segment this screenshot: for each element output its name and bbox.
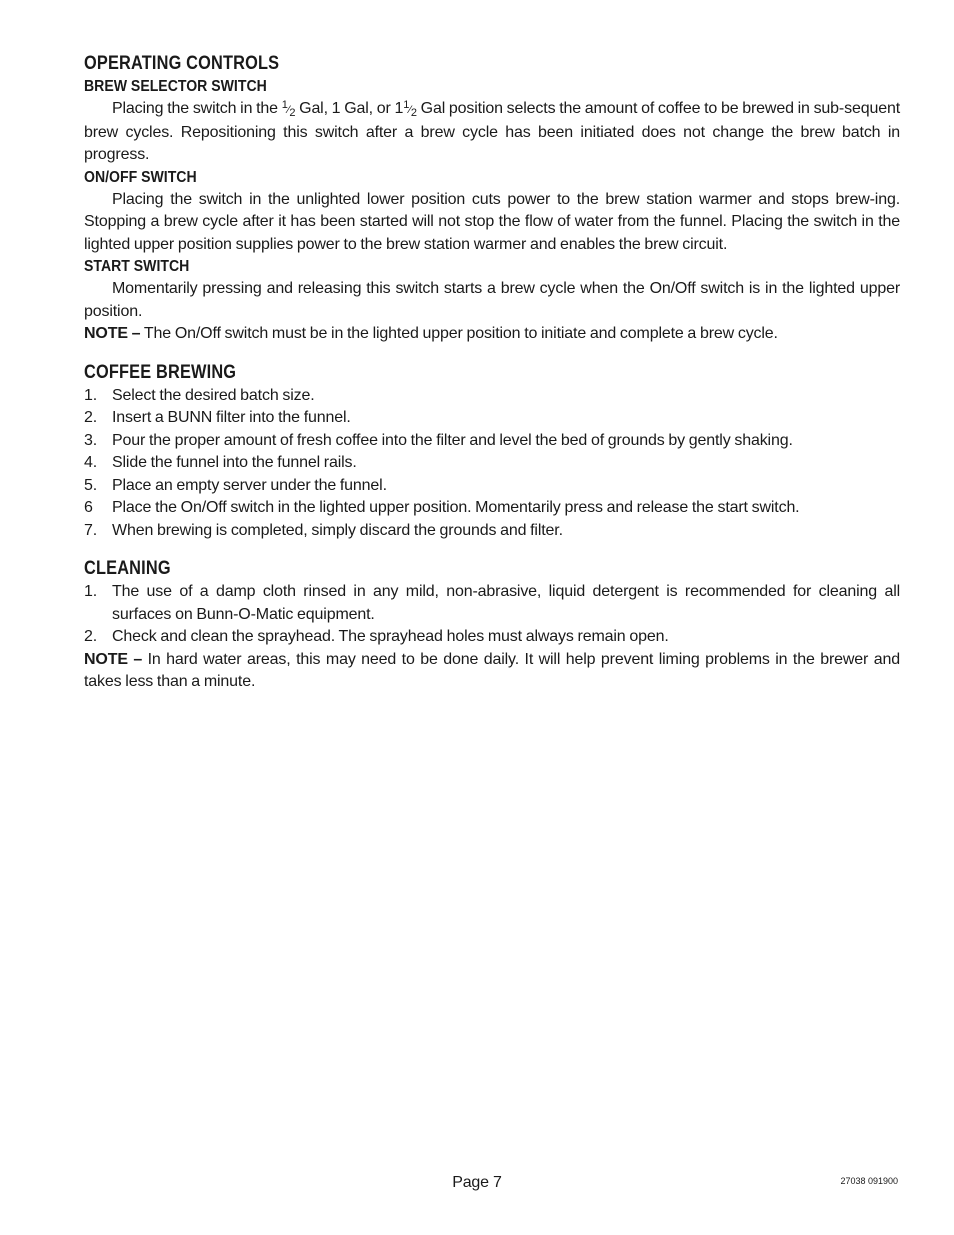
- list-item: 4. Slide the funnel into the funnel rails.: [84, 454, 357, 471]
- note-label: NOTE –: [84, 650, 143, 668]
- cleaning-steps-list: [84, 581, 900, 649]
- cleaning-note: [84, 649, 900, 694]
- note-text: In hard water areas, this may need to be done daily. It will help prevent liming problems in the brewer and takes less than a minute.: [84, 650, 900, 690]
- list-item: 1. The use of a damp cloth rinsed in any mild, non-abrasive, liquid detergent is recommended for cleaning all surfaces on Bunn-O-Matic equipment.: [84, 583, 900, 623]
- operating-note: [84, 323, 900, 346]
- list-item: 1. Select the desired batch size.: [84, 386, 315, 404]
- document-code: 27038 091900: [840, 1176, 898, 1186]
- page-number: Page 7: [452, 1174, 502, 1191]
- subsection-title-start: START SWITCH: [84, 258, 190, 275]
- on-off-paragraph: Placing the switch in the unlighted lower position cuts power to the brew station warmer and stops brew-ing. Stopping a brew cycle after it has been started will not stop the flow of water from the funnel. Placing the switch in the lighted upper position supplies power to the brew station warmer and enables the brew circuit.: [84, 190, 900, 253]
- list-item: 5. Place an empty server under the funnel.: [84, 476, 387, 494]
- section-title-operating-controls: OPERATING CONTROLS: [84, 53, 280, 74]
- section-title-cleaning: CLEANING: [84, 558, 171, 579]
- document-page: [84, 52, 900, 694]
- note-label: NOTE –: [84, 325, 141, 342]
- subsection-title-on-off: ON/OFF SWITCH: [84, 168, 197, 186]
- list-item: 2. Check and clean the sprayhead. The sprayhead holes must always remain open.: [84, 628, 669, 645]
- list-item: 7. When brewing is completed, simply discard the grounds and filter.: [84, 521, 563, 539]
- brew-selector-paragraph: Placing the switch in the 1⁄2 Gal, 1 Gal, or 11⁄2 Gal position selects the amount of coffee to be brewed in sub-sequent brew cycles. Repositioning this switch after a brew cycle has been initiated does not change the brew batch in progress.: [84, 99, 900, 163]
- list-item: 3. Pour the proper amount of fresh coffee into the filter and level the bed of grounds by gently shaking.: [84, 431, 793, 449]
- list-item: 2. Insert a BUNN filter into the funnel.: [84, 409, 351, 426]
- fraction-half-2: 1⁄2: [403, 99, 417, 119]
- note-text: The On/Off switch must be in the lighted upper position to initiate and complete a brew cycle.: [140, 325, 778, 342]
- start-paragraph: Momentarily pressing and releasing this switch starts a brew cycle when the On/Off switch is in the lighted upper position.: [84, 280, 900, 320]
- subsection-title-brew-selector: BREW SELECTOR SWITCH: [84, 78, 267, 95]
- section-title-coffee-brewing: COFFEE BREWING: [84, 361, 237, 383]
- brewing-steps-list: [84, 385, 900, 543]
- fraction-half-1: 1⁄2: [281, 99, 296, 119]
- list-item: 6 Place the On/Off switch in the lighted upper position. Momentarily press and release the start switch.: [84, 499, 800, 516]
